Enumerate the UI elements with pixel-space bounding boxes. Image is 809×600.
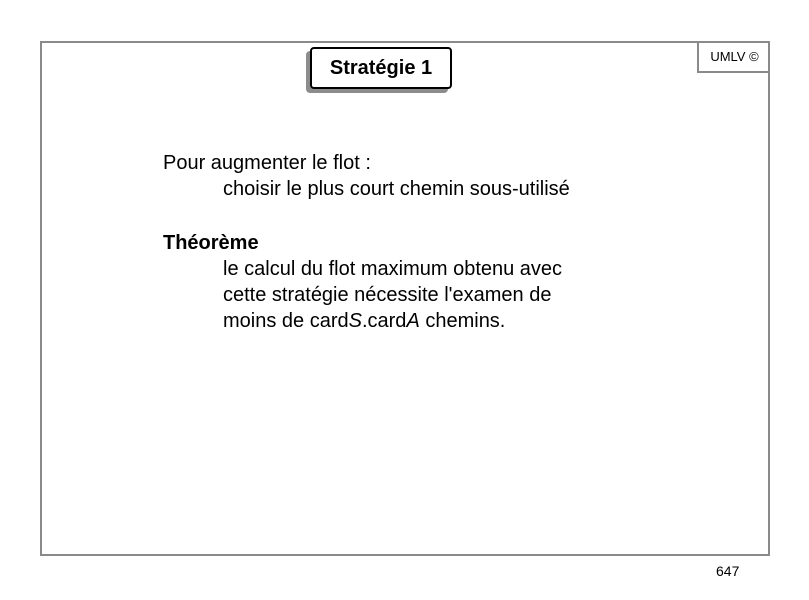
theorem-line-3-s: S bbox=[348, 310, 362, 332]
theorem-line-3-part3: chemins. bbox=[419, 310, 506, 332]
theorem-line-3 bbox=[163, 308, 570, 334]
header-label-text: UMLV © bbox=[710, 48, 759, 64]
slide-body bbox=[163, 150, 570, 334]
spacer bbox=[163, 202, 570, 230]
page-number: 647 bbox=[716, 563, 740, 579]
theorem-title: Théorème bbox=[163, 232, 259, 254]
theorem-line-2: cette stratégie nécessite l'examen de bbox=[223, 284, 552, 306]
intro-line: Pour augmenter le flot : bbox=[163, 152, 371, 174]
slide-title bbox=[310, 47, 452, 89]
slide-title-text: Stratégie 1 bbox=[329, 56, 433, 79]
theorem-line-3-part1: moins de card bbox=[223, 310, 349, 332]
header-label bbox=[697, 41, 770, 73]
theorem-line-3-a: A bbox=[406, 310, 420, 332]
theorem-line-1: le calcul du flot maximum obtenu avec bbox=[223, 258, 563, 280]
theorem-line-3-part2: .card bbox=[361, 310, 407, 332]
intro-detail-line: choisir le plus court chemin sous-utilisé bbox=[223, 178, 570, 200]
